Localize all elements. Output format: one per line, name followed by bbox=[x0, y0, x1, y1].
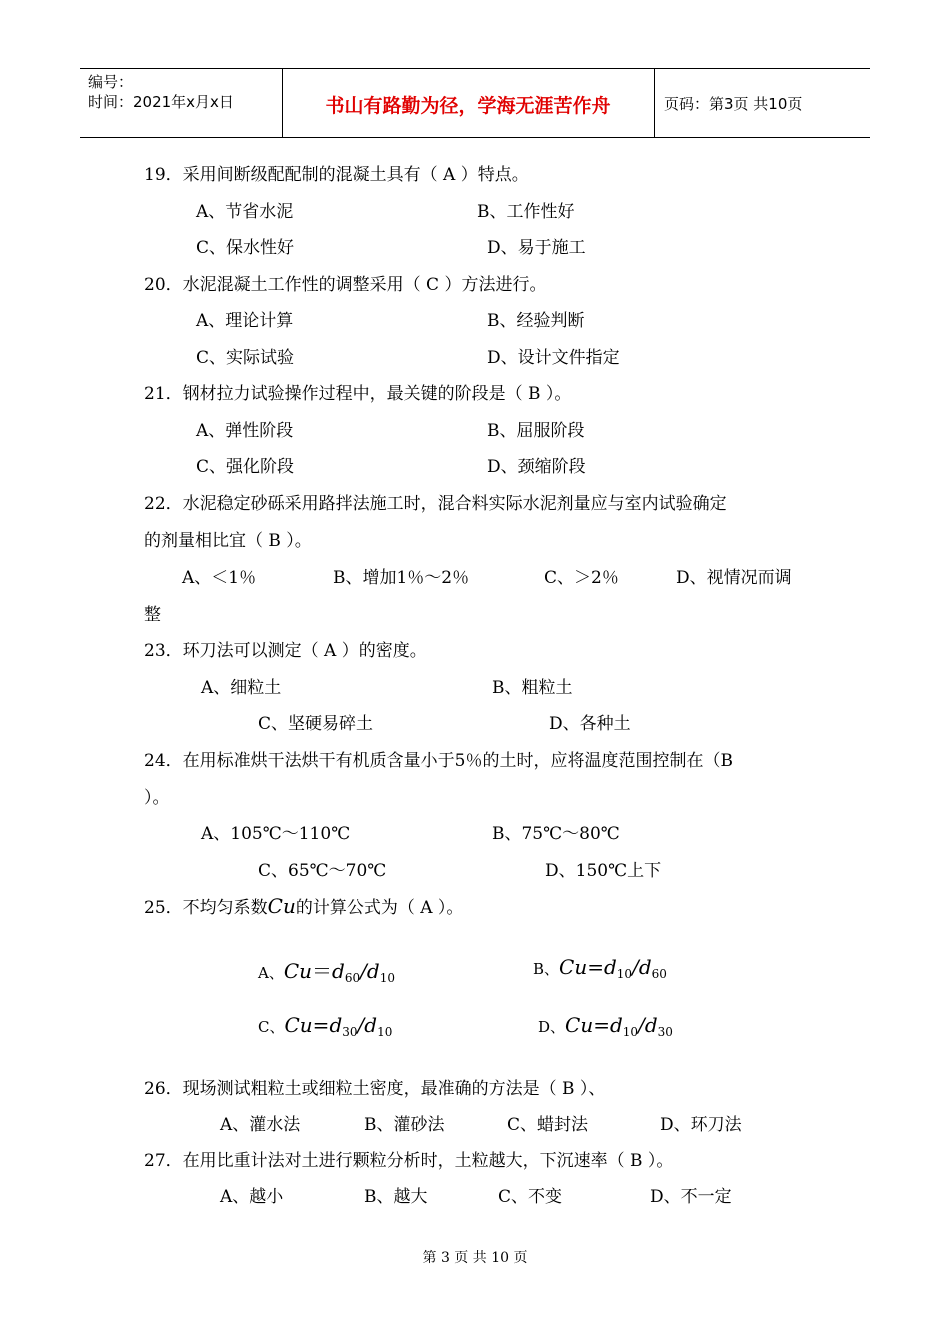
stem-text: 25．不均匀系数 bbox=[144, 898, 268, 918]
cu-symbol: Cu bbox=[267, 894, 296, 918]
option: B、屈服阶段 bbox=[487, 421, 585, 441]
option: D、设计文件指定 bbox=[487, 348, 620, 368]
option-continued: 整 bbox=[144, 605, 161, 625]
option: B、灌砂法 bbox=[364, 1115, 445, 1135]
question-stem: 23．环刀法可以测定（ A ）的密度。 bbox=[144, 641, 427, 661]
header-right-cell bbox=[654, 69, 870, 137]
option: B、增加1％～2％ bbox=[333, 568, 470, 588]
option: D、各种土 bbox=[549, 714, 631, 734]
option: B、越大 bbox=[364, 1187, 428, 1207]
option: C、坚硬易碎土 bbox=[258, 714, 374, 734]
formula-option-a: A、$Cu=d_{60}/d_{10}$ bbox=[258, 959, 395, 985]
option: C、实际试验 bbox=[196, 348, 295, 368]
question-stem: 19．采用间断级配配制的混凝土具有（ A ）特点。 bbox=[144, 165, 529, 185]
option: D、环刀法 bbox=[660, 1115, 742, 1135]
formula-option-c: C、$Cu=d_{30}/d_{10}$ bbox=[258, 1013, 393, 1039]
question-stem: 21．钢材拉力试验操作过程中，最关键的阶段是（ B ）。 bbox=[144, 384, 572, 404]
option: C、强化阶段 bbox=[196, 457, 295, 477]
option: A、节省水泥 bbox=[196, 202, 294, 222]
motto: 书山有路勤为径，学海无涯苦作舟 bbox=[325, 95, 611, 117]
option: D、150℃上下 bbox=[545, 861, 662, 881]
header-left-cell bbox=[80, 69, 283, 137]
option: D、颈缩阶段 bbox=[487, 457, 586, 477]
question-stem: 27．在用比重计法对土进行颗粒分析时，土粒越大，下沉速率（ B ）。 bbox=[144, 1151, 674, 1171]
header-center-cell bbox=[282, 69, 655, 137]
page-info: 页码：第3页 共10页 bbox=[664, 95, 803, 113]
option: C、＞2％ bbox=[544, 568, 619, 588]
page-header bbox=[80, 68, 870, 138]
date-label: 时间：2021年x月x日 bbox=[88, 93, 234, 111]
question-stem: 22．水泥稳定砂砾采用路拌法施工时，混合料实际水泥剂量应与室内试验确定 bbox=[144, 494, 727, 514]
question-stem-continued: 的剂量相比宜（ B ）。 bbox=[144, 531, 312, 551]
question-stem: 26．现场测试粗粒土或细粒土密度，最准确的方法是（ B ）、 bbox=[144, 1079, 606, 1099]
option: A、＜1％ bbox=[182, 568, 257, 588]
option: C、保水性好 bbox=[196, 238, 295, 258]
option: B、工作性好 bbox=[477, 202, 575, 222]
option: D、视情况而调 bbox=[676, 568, 792, 588]
stem-text: 的计算公式为（ A ）。 bbox=[295, 898, 464, 918]
option: B、经验判断 bbox=[487, 311, 585, 331]
option: A、灌水法 bbox=[220, 1115, 301, 1135]
number-label: 编号： bbox=[88, 73, 134, 91]
option: B、粗粒土 bbox=[492, 678, 573, 698]
formula-option-d: D、$Cu=d_{10}/d_{30}$ bbox=[538, 1013, 673, 1039]
option: A、105℃～110℃ bbox=[201, 824, 351, 844]
option: C、蜡封法 bbox=[507, 1115, 589, 1135]
option: A、细粒土 bbox=[201, 678, 282, 698]
option: C、65℃～70℃ bbox=[258, 861, 387, 881]
option: D、不一定 bbox=[650, 1187, 732, 1207]
option: D、易于施工 bbox=[487, 238, 586, 258]
option: A、弹性阶段 bbox=[196, 421, 294, 441]
option: A、理论计算 bbox=[196, 311, 294, 331]
question-stem: 20．水泥混凝土工作性的调整采用（ C ）方法进行。 bbox=[144, 275, 547, 295]
page-footer: 第 3 页 共 10 页 bbox=[422, 1250, 528, 1266]
option: A、越小 bbox=[220, 1187, 284, 1207]
question-stem-continued: ）。 bbox=[144, 788, 170, 808]
question-stem: 24．在用标准烘干法烘干有机质含量小于5％的土时，应将温度范围控制在（B bbox=[144, 751, 733, 771]
option: B、75℃～80℃ bbox=[492, 824, 620, 844]
question-stem bbox=[144, 893, 463, 918]
formula-option-b: B、$Cu=d_{10}/d_{60}$ bbox=[533, 955, 667, 981]
option: C、不变 bbox=[498, 1187, 563, 1207]
